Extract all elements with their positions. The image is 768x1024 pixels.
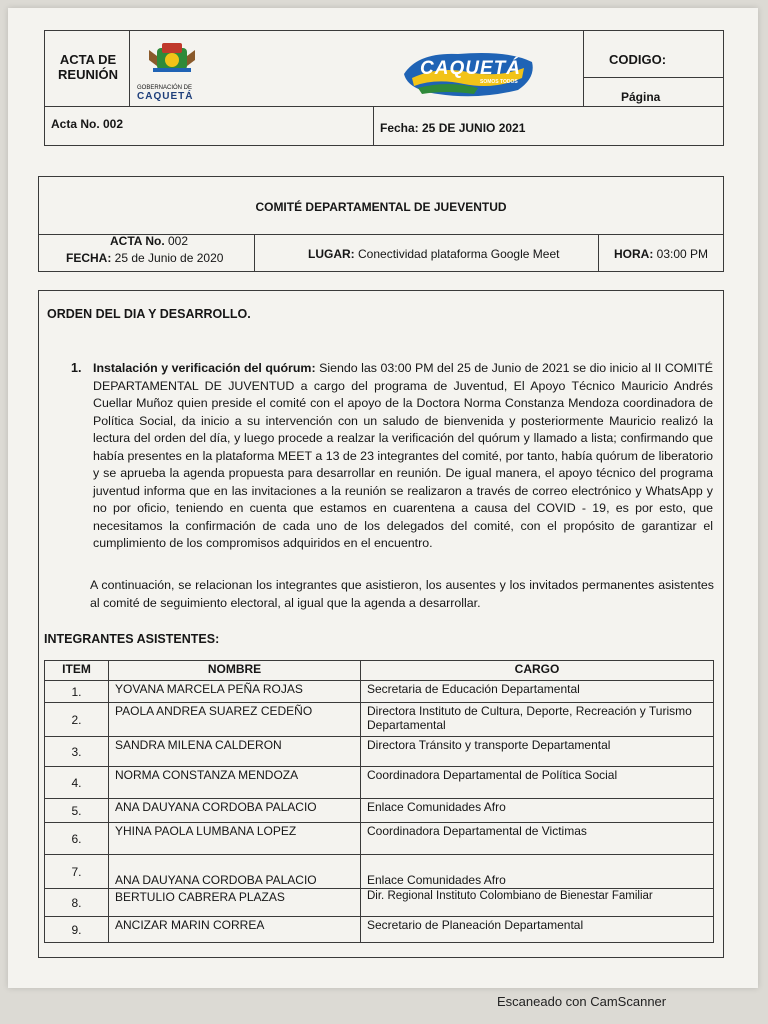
table-row: [45, 823, 714, 855]
row-item: 7.: [45, 855, 109, 889]
row-nombre: ANCIZAR MARIN CORREA: [109, 917, 361, 943]
row-nombre: YHINA PAOLA LUMBANA LOPEZ: [109, 823, 361, 855]
item1-title: Instalación y verificación del quórum:: [93, 361, 316, 375]
comite-title: COMITÉ DEPARTAMENTAL DE JUEVENTUD: [255, 200, 507, 214]
comite-acta-no-value: 002: [168, 234, 189, 248]
row-item: 8.: [45, 889, 109, 917]
pagina-label: Página: [621, 90, 661, 104]
row-item: 3.: [45, 737, 109, 767]
caqueta-logo: [398, 44, 538, 94]
comite-hora: [614, 247, 708, 261]
integrantes-heading: INTEGRANTES ASISTENTES:: [44, 632, 220, 646]
comite-lugar-label: LUGAR:: [308, 247, 355, 261]
col-cargo-header: CARGO: [361, 661, 714, 681]
row-item: 1.: [45, 681, 109, 703]
row-cargo: Secretario de Planeación Departamental: [361, 917, 714, 943]
row-nombre: NORMA CONSTANZA MENDOZA: [109, 767, 361, 799]
row-item: 4.: [45, 767, 109, 799]
table-header-row: [45, 661, 714, 681]
integrantes-table: [44, 660, 714, 943]
continuacion-paragraph: A continuación, se relacionan los integrantes que asistieron, los ausentes y los invitados permanentes asistentes al comité de seguimiento electoral, al igual que la agenda a desarrollar.: [90, 578, 714, 610]
gobernacion-text-line2: CAQUETÁ: [137, 91, 194, 102]
comite-fecha-label: FECHA:: [66, 251, 112, 265]
row-cargo: Directora Instituto de Cultura, Deporte, Recreación y Turismo Departamental: [361, 703, 714, 737]
comite-lugar-value: Conectividad plataforma Google Meet: [358, 247, 560, 261]
comite-lugar: [308, 247, 559, 261]
row-cargo: Dir. Regional Instituto Colombiano de Bienestar Familiar: [361, 889, 714, 917]
gobernacion-logo: [135, 40, 215, 102]
table-row: [45, 681, 714, 703]
item1-number: 1.: [71, 361, 82, 375]
comite-fecha-value: 25 de Junio de 2020: [114, 251, 224, 265]
item1-paragraph: [93, 360, 713, 553]
camscanner-watermark: Escaneado con CamScanner: [497, 994, 667, 1009]
table-row: [45, 703, 714, 737]
col-item-header: ITEM: [45, 661, 109, 681]
row-nombre: YOVANA MARCELA PEÑA ROJAS: [109, 681, 361, 703]
row-cargo: Coordinadora Departamental de Victimas: [361, 823, 714, 855]
row-cargo: Secretaria de Educación Departamental: [361, 681, 714, 703]
row-nombre: ANA DAUYANA CORDOBA PALACIO: [109, 799, 361, 823]
comite-hora-label: HORA:: [614, 247, 654, 261]
row-item: 9.: [45, 917, 109, 943]
fecha-header: Fecha: 25 DE JUNIO 2021: [380, 121, 526, 135]
table-row: [45, 855, 714, 889]
codigo-label: CODIGO:: [609, 52, 667, 67]
row-nombre: SANDRA MILENA CALDERON: [109, 737, 361, 767]
orden-heading: ORDEN DEL DIA Y DESARROLLO.: [47, 307, 251, 321]
row-cargo: Directora Tránsito y transporte Departamental: [361, 737, 714, 767]
row-item: 6.: [45, 823, 109, 855]
row-cargo: Coordinadora Departamental de Política Social: [361, 767, 714, 799]
row-cargo: Enlace Comunidades Afro: [361, 799, 714, 823]
row-nombre: BERTULIO CABRERA PLAZAS: [109, 889, 361, 917]
table-row: [45, 917, 714, 943]
acta-no-header: Acta No. 002: [51, 117, 124, 131]
table-row: [45, 889, 714, 917]
gobernacion-text-line1: GOBERNACIÓN DE: [137, 85, 193, 91]
table-row: [45, 799, 714, 823]
row-cargo: Enlace Comunidades Afro: [361, 855, 714, 889]
caqueta-logo-sub: SOMOS TODOS: [480, 79, 518, 85]
comite-acta-no-label: ACTA No.: [110, 234, 165, 248]
row-item: 2.: [45, 703, 109, 737]
comite-hora-value: 03:00 PM: [656, 247, 709, 261]
row-nombre: ANA DAUYANA CORDOBA PALACIO: [109, 855, 361, 889]
comite-fecha: [66, 251, 223, 265]
caqueta-logo-text: CAQUETÁ: [420, 58, 521, 79]
table-row: [45, 737, 714, 767]
gobernacion-crest-icon: [135, 40, 215, 80]
row-nombre: PAOLA ANDREA SUAREZ CEDEÑO: [109, 703, 361, 737]
acta-label-line2: REUNIÓN: [58, 67, 118, 82]
acta-reunion-label: [50, 52, 126, 82]
item1-text: Siendo las 03:00 PM del 25 de Junio de 2021 se dio inicio al II COMITÉ DEPARTAMENTAL DE JUVENTUD a cargo del programa de Juventud, El Apoyo Técnico Mauricio Andrés Cuellar Muñoz quien preside el comité con el apoyo de la Doctora Norma Constanza Mendoza coordinadora de Política Social, da inicio a su intervención con un saludo de bienvenida y posteriormente Mauricio realizó la lectura del orden del día, y luego procede a realzar la verificación del quórum y llamado a lista; confirmando que había presentes en la plataforma MEET a 13 de 23 integrantes del comité, por tanto, había quórum de liberatorio y se aprueba la agenda propuesta para desarrollar en reunión. De igual manera, el apoyo técnico del programa juventud informa que en las invitaciones a la reunión se realizaron a través de correo electrónico y WhatsApp y no por oficio, teniendo en cuenta que estamos en cuarentena a causa del COVID - 19, es por esto, que necesitamos la confirmación de cada uno de los delegados del comité, con el propósito de garantizar el cumplimiento de los compromisos adquiridos en el encuentro.: [93, 361, 713, 550]
col-nombre-header: NOMBRE: [109, 661, 361, 681]
table-row: [45, 767, 714, 799]
acta-label-line1: ACTA DE: [59, 52, 117, 67]
comite-acta-no: [110, 234, 188, 248]
row-item: 5.: [45, 799, 109, 823]
